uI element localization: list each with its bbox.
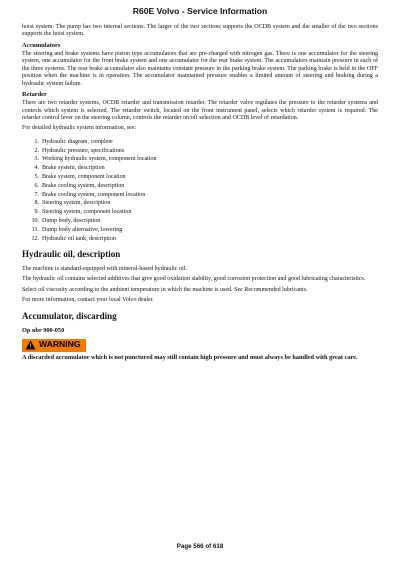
hydraulic-oil-p2: The hydraulic oil contains selected additives that give good oxidation stability, good corrosion protection and good lubricating characteristics. bbox=[22, 276, 366, 283]
hydraulic-oil-heading: Hydraulic oil, description bbox=[22, 249, 121, 260]
reference-text: Hydraulic diagram, complete bbox=[42, 138, 113, 145]
reference-text: Brake cooling system, description bbox=[42, 182, 125, 189]
reference-number: 8. bbox=[34, 200, 39, 207]
reference-number: 2. bbox=[34, 147, 39, 154]
reference-list bbox=[22, 138, 378, 244]
retarder-heading: Retarder bbox=[22, 91, 47, 99]
reference-number: 7. bbox=[34, 191, 39, 198]
reference-number: 6. bbox=[34, 182, 39, 189]
warning-badge bbox=[22, 339, 86, 352]
reference-list-item bbox=[22, 191, 378, 200]
reference-list-item bbox=[22, 182, 378, 191]
reference-number: 11. bbox=[31, 226, 39, 233]
retarder-paragraph: There are two retarder systems, OCDB retarder and transmission retarder. The retarder valve regulates the pressure to the retarder systems and controls which system is selected. The retarder switch, located on the front instrument panel, selects which retarder system is required. The retarder control lever on the steering column, controls the retarder on/off selection and OCDB level of retardation. bbox=[22, 100, 378, 121]
reference-list-item bbox=[22, 155, 378, 164]
reference-number: 3. bbox=[34, 156, 39, 163]
op-number: Op nbr 900-050 bbox=[22, 327, 65, 335]
reference-number: 9. bbox=[34, 209, 39, 216]
warning-triangle-icon bbox=[25, 340, 36, 350]
accumulator-discarding-heading: Accumulator, discarding bbox=[22, 310, 117, 321]
reference-list-item bbox=[22, 147, 378, 156]
reference-text: Hydraulic oil tank, description bbox=[42, 235, 116, 242]
warning-text: A discarded accumulator which is not punctured may still contain high pressure and must always be handled with great care. bbox=[22, 353, 358, 361]
reference-number: 1. bbox=[34, 138, 39, 145]
hydraulic-oil-p4: For more information, contact your local Volvo dealer. bbox=[22, 297, 154, 304]
accumulators-heading: Accumulators bbox=[22, 41, 61, 49]
page-header: R60E Volvo - Service Information bbox=[132, 6, 268, 16]
reference-number: 4. bbox=[34, 165, 39, 172]
reference-text: Dump body alternative, lowering bbox=[42, 226, 123, 233]
warning-label-text: WARNING bbox=[39, 339, 81, 350]
reference-text: Brake system, description bbox=[42, 165, 105, 172]
reference-list-item bbox=[22, 199, 378, 208]
see-also-paragraph: For detailed hydraulic system information, see: bbox=[22, 125, 137, 132]
reference-list-item bbox=[22, 138, 378, 147]
intro-paragraph: hoist system. The pump has two internal sections. The larger of the two sections supports the OCDB system and the smaller of the two sections supports the hoist system. bbox=[22, 24, 378, 38]
reference-list-item bbox=[22, 217, 378, 226]
reference-text: Working hydraulic system, component location bbox=[42, 156, 157, 163]
reference-list-item bbox=[22, 173, 378, 182]
reference-list-item bbox=[22, 235, 378, 244]
reference-number: 5. bbox=[34, 174, 39, 181]
reference-text: Dump body, description bbox=[42, 218, 101, 225]
reference-text: Brake cooling system, component location bbox=[42, 191, 146, 198]
reference-number: 12. bbox=[31, 235, 39, 242]
hydraulic-oil-p1: The machine is standard-equipped with mineral-based hydraulic oil. bbox=[22, 265, 187, 272]
page-content bbox=[22, 24, 378, 364]
reference-list-item bbox=[22, 226, 378, 235]
reference-text: Brake system, component location bbox=[42, 174, 126, 181]
reference-text: Steering system, component location bbox=[42, 209, 132, 216]
reference-number: 10. bbox=[31, 218, 39, 225]
accumulators-paragraph: The steering and brake systems have piston type accumulators that are pre-charged with nitrogen gas. There is one accumulator for the steering system, one accumulator for the front brake system and one accumulator for the rear brake system. The accumulators maintain pressure in each of the three systems. The rear brake accumulator also maintains constant pressure in the parking brake system. The parking brake is held in the OFF position when the machine is in operation. The accumulator maintained pressure enables a limited amount of steering and braking during a hydraulic system failure. bbox=[22, 50, 378, 87]
reference-text: Hydraulic pressure, specifications bbox=[42, 147, 125, 154]
page-footer: Page 566 of 618 bbox=[176, 543, 224, 550]
reference-text: Steering system, description bbox=[42, 200, 111, 207]
reference-list-item bbox=[22, 164, 378, 173]
reference-list-item bbox=[22, 208, 378, 217]
hydraulic-oil-p3: Select oil viscosity according to the ambient temperature in which the machine is used. See Recommended lubricants. bbox=[22, 286, 308, 293]
